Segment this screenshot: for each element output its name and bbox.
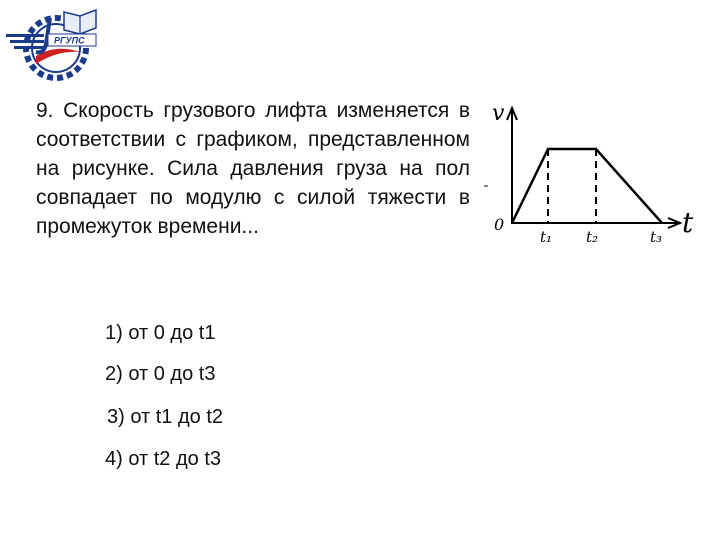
problem-statement: 9. Скорость грузового лифта изменяется в соответствии с графиком, представленном на рисунке. Сила давления груза на пол совпадает по модулю с силой тяжести в промежуток времени... bbox=[36, 99, 470, 238]
tick-label-t3: t₃ bbox=[650, 228, 663, 246]
y-axis-label: v bbox=[492, 101, 505, 126]
origin-label: 0 bbox=[494, 215, 505, 234]
velocity-curve bbox=[512, 149, 662, 223]
logo-text: РГУПС bbox=[54, 35, 85, 46]
tick-label-t1: t₁ bbox=[540, 228, 553, 246]
answer-option-2[interactable]: 2) от 0 до t3 bbox=[105, 363, 216, 385]
x-axis-label: t bbox=[682, 206, 694, 239]
university-logo bbox=[6, 4, 102, 84]
answer-option-1[interactable]: 1) от 0 до t1 bbox=[105, 322, 216, 344]
velocity-time-graph bbox=[478, 96, 700, 254]
tick-label-t2: t₂ bbox=[586, 228, 599, 246]
answer-option-3[interactable]: 3) от t1 до t2 bbox=[107, 406, 224, 428]
answer-option-4[interactable]: 4) от t2 до t3 bbox=[105, 448, 222, 470]
